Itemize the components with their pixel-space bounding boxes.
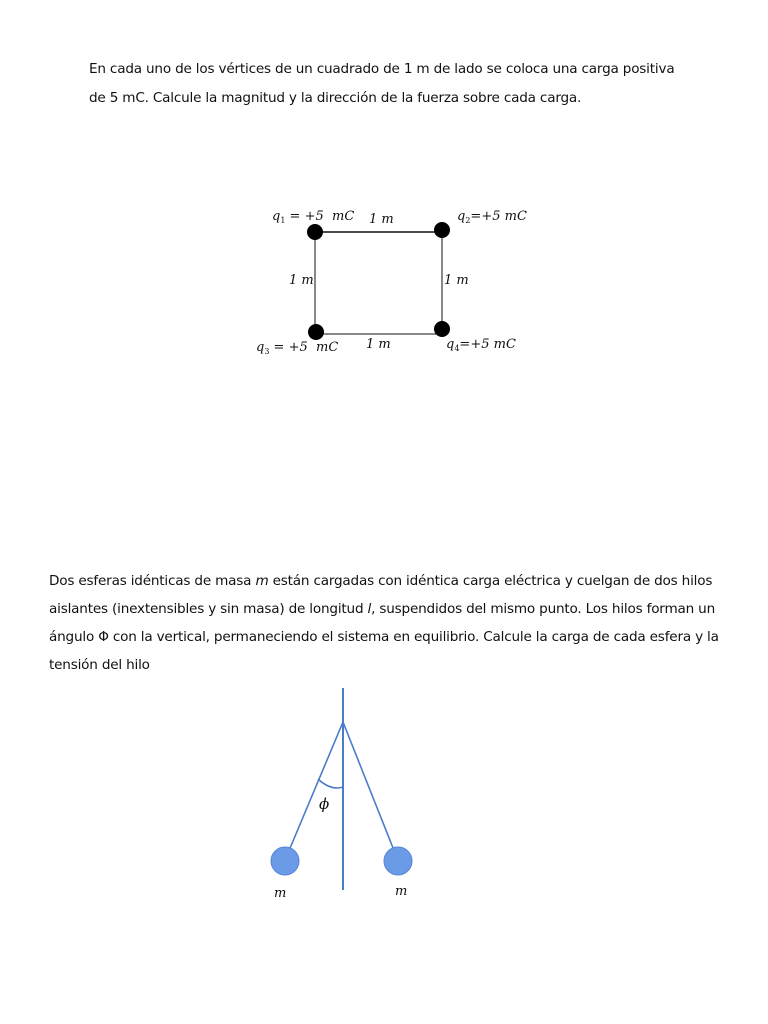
charge-q3-label: $q_3 = +5$ mC — [256, 340, 339, 356]
right-side-label: 1 m — [444, 273, 469, 288]
right-sphere — [384, 847, 412, 875]
right-mass-label: m — [395, 884, 408, 899]
problem-2-line-2: aislantes (inextensibles y sin masa) de longitud l, suspendidos del mismo punto. Los hilos forman un — [49, 601, 715, 617]
charge-q4-label: $q_4=+5$ mC — [446, 337, 516, 353]
charge-q1-label: $q_1 = +5$ mC — [272, 209, 355, 225]
right-thread — [343, 722, 395, 853]
problem-1-line-2: de 5 mC. Calcule la magnitud y la dirección de la fuerza sobre cada carga. — [89, 90, 582, 106]
problem-1-line-1: En cada uno de los vértices de un cuadrado de 1 m de lado se coloca una carga positiva — [89, 61, 675, 77]
angle-label: ϕ — [319, 795, 330, 813]
left-side-label: 1 m — [289, 273, 314, 288]
charge-q2-label: $q_2=+5$ mC — [457, 209, 527, 225]
problem-2-line-4: tensión del hilo — [49, 657, 150, 673]
left-mass-label: m — [274, 886, 287, 901]
top-side-label: 1 m — [369, 212, 394, 227]
problem-2-line-3: ángulo Φ con la vertical, permaneciendo el sistema en equilibrio. Calcule la carga de cada esfera y la — [49, 629, 719, 645]
bottom-side-label: 1 m — [366, 337, 391, 352]
angle-arc — [318, 779, 343, 788]
left-sphere — [271, 847, 299, 875]
problem-2-line-1: Dos esferas idénticas de masa m están cargadas con idéntica carga eléctrica y cuelgan de dos hilos — [49, 573, 713, 589]
